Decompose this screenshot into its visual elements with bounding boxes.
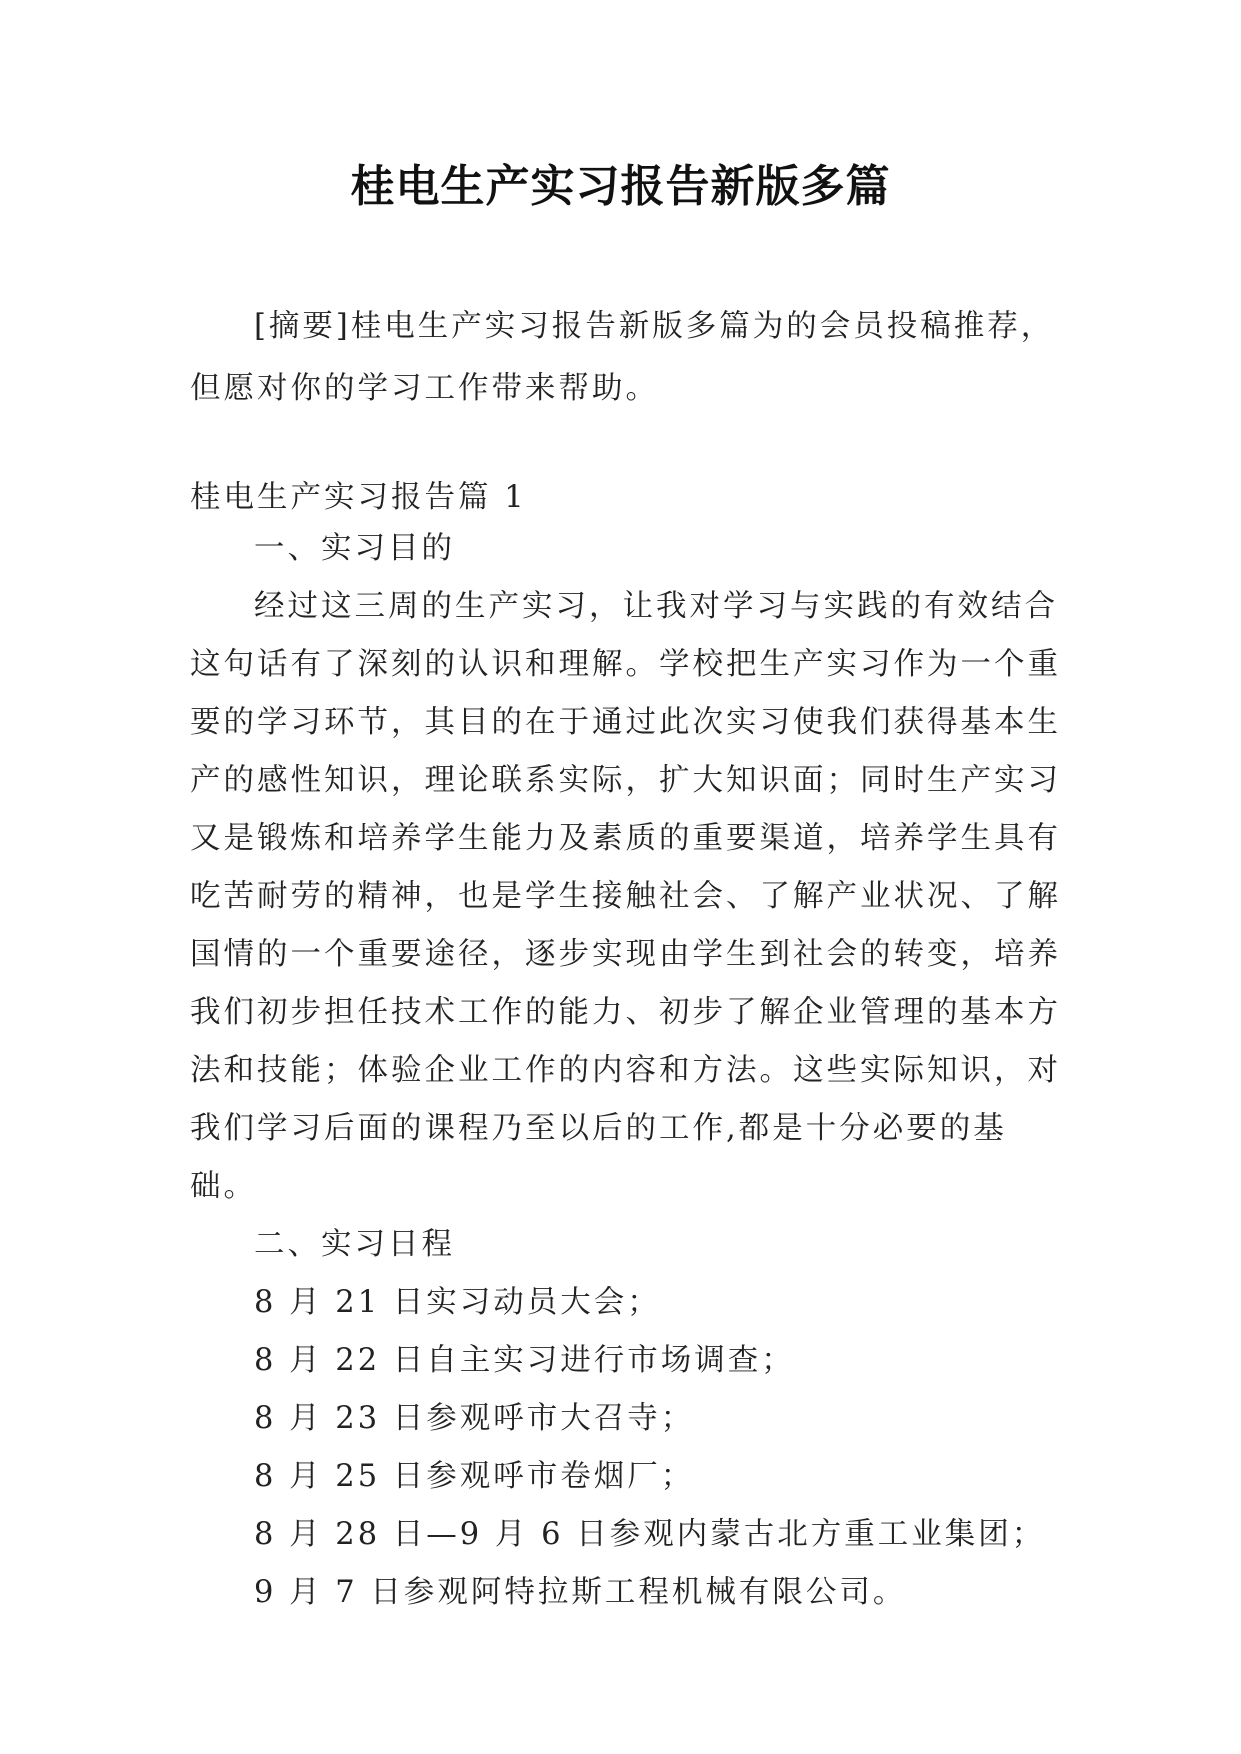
abstract-paragraph: [摘要]桂电生产实习报告新版多篇为的会员投稿推荐，但愿对你的学习工作带来帮助。 bbox=[190, 309, 1055, 406]
document-title: 桂电生产实习报告新版多篇 bbox=[350, 161, 891, 212]
schedule-item: 8 月 28 日—9 月 6 日参观内蒙古北方重工业集团； bbox=[254, 1517, 1046, 1552]
schedule-item: 8 月 22 日自主实习进行市场调查； bbox=[254, 1343, 795, 1378]
schedule-item: 8 月 21 日实习动员大会； bbox=[254, 1285, 661, 1320]
heading-purpose: 一、实习目的 bbox=[254, 531, 455, 566]
section-title: 桂电生产实习报告篇 1 bbox=[190, 480, 527, 515]
heading-schedule: 二、实习日程 bbox=[254, 1227, 455, 1262]
schedule-item: 8 月 25 日参观呼市卷烟厂； bbox=[254, 1459, 695, 1494]
schedule-item: 8 月 23 日参观呼市大召寺； bbox=[254, 1401, 695, 1436]
schedule-item: 9 月 7 日参观阿特拉斯工程机械有限公司。 bbox=[254, 1575, 907, 1610]
section-content bbox=[190, 520, 1070, 1622]
purpose-paragraph: 经过这三周的生产实习，让我对学习与实践的有效结合这句话有了深刻的认识和理解。学校把生产实习作为一个重要的学习环节，其目的在于通过此次实习使我们获得基本生产的感性知识，理论联系实际，扩大知识面；同时生产实习又是锻炼和培养学生能力及素质的重要渠道，培养学生具有吃苦耐劳的精神，也是学生接触社会、了解产业状况、了解国情的一个重要途径，逐步实现由学生到社会的转变，培养我们初步担任技术工作的能力、初步了解企业管理的基本方法和技能；体验企业工作的内容和方法。这些实际知识，对我们学习后面的课程乃至以后的工作,都是十分必要的基础。 bbox=[190, 589, 1061, 1204]
